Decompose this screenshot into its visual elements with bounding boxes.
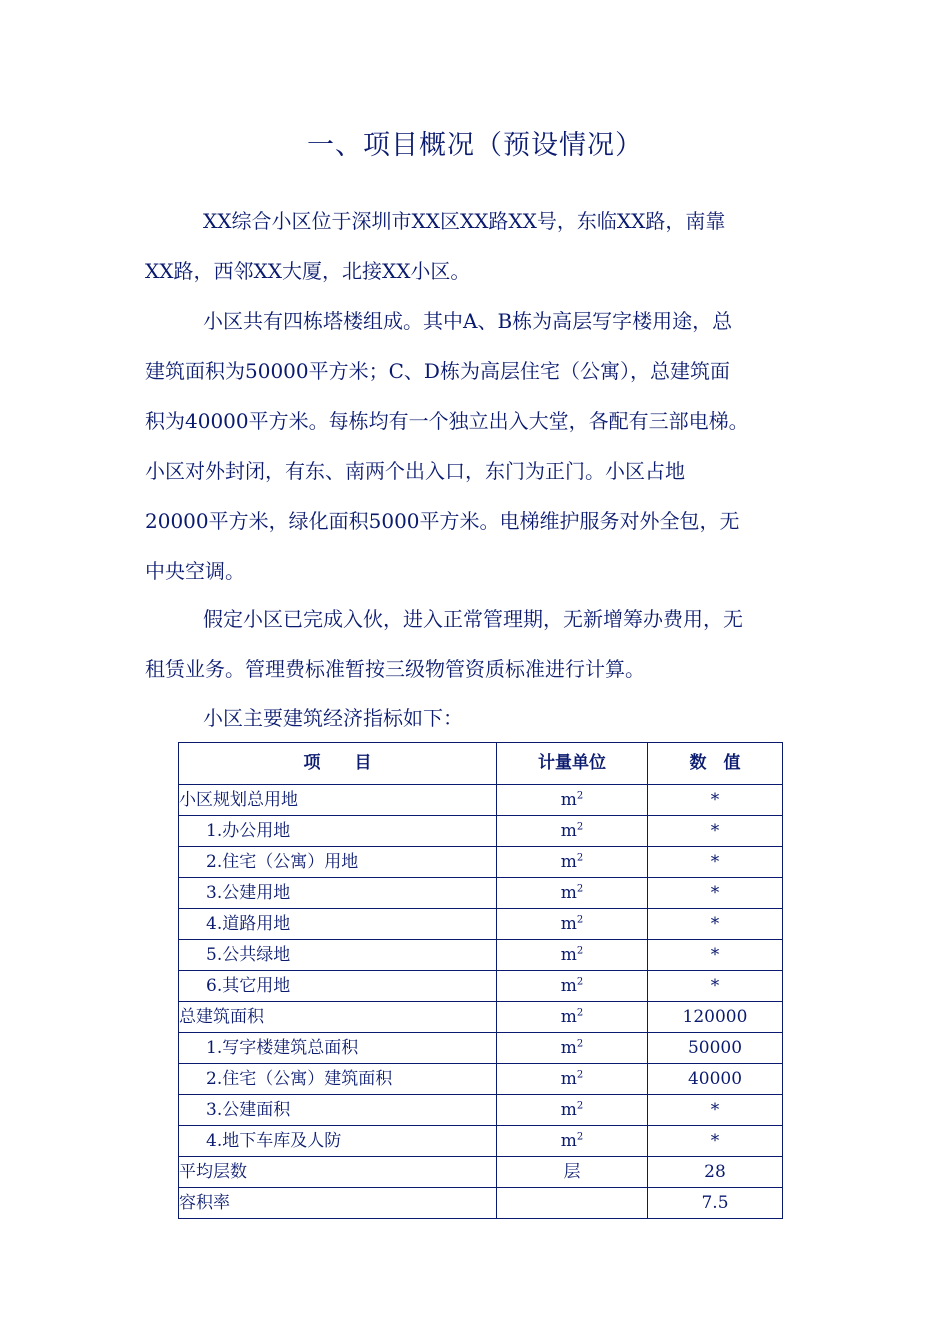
unit-superscript: 2 (576, 914, 584, 926)
unit-superscript: 2 (576, 1069, 584, 1081)
header-value: 数 值 (648, 743, 783, 785)
text-line: XX路，西邻XX大厦，北接XX小区。 (145, 259, 471, 283)
unit-superscript: 2 (576, 883, 584, 895)
unit-text: m (560, 1100, 577, 1120)
unit-text: m (560, 976, 577, 996)
unit-text: m (560, 1038, 577, 1058)
text-line: 20000平方米，绿化面积5000平方米。电梯维护服务对外全包，无 (145, 509, 740, 533)
paragraph-assumptions (145, 594, 825, 694)
row-value: * (648, 1126, 783, 1157)
table-row (179, 1002, 783, 1033)
text-line: 小区对外封闭，有东、南两个出入口，东门为正门。小区占地 (145, 459, 685, 483)
row-unit (497, 1157, 648, 1188)
table-row (179, 1126, 783, 1157)
row-value: 7.5 (648, 1188, 783, 1219)
table-row (179, 847, 783, 878)
row-item: 2.住宅（公寓）用地 (179, 847, 497, 878)
unit-text: m (560, 1131, 577, 1151)
text-line: 小区主要建筑经济指标如下： (203, 706, 463, 730)
row-item: 6.其它用地 (179, 971, 497, 1002)
unit-superscript: 2 (576, 976, 584, 988)
row-unit (497, 816, 648, 847)
unit-superscript: 2 (576, 1100, 584, 1112)
table-header-row (179, 743, 783, 785)
paragraph-location (145, 196, 825, 296)
row-item: 3.公建用地 (179, 878, 497, 909)
paragraph-buildings (145, 296, 825, 596)
unit-superscript: 2 (576, 1007, 584, 1019)
unit-text: m (560, 945, 577, 965)
row-unit (497, 878, 648, 909)
row-value: * (648, 940, 783, 971)
table-row (179, 1033, 783, 1064)
row-value: * (648, 1095, 783, 1126)
row-value: 28 (648, 1157, 783, 1188)
row-unit (497, 1126, 648, 1157)
unit-text: m (560, 1069, 577, 1089)
row-unit (497, 785, 648, 816)
text-line: 中央空调。 (145, 559, 245, 583)
unit-text: m (560, 790, 577, 810)
table-row (179, 909, 783, 940)
row-value: * (648, 878, 783, 909)
unit-superscript: 2 (576, 945, 584, 957)
table-row (179, 971, 783, 1002)
document-title: 一、项目概况（预设情况） (307, 130, 643, 161)
row-item: 2.住宅（公寓）建筑面积 (179, 1064, 497, 1095)
row-item: 总建筑面积 (179, 1002, 497, 1033)
unit-text: m (560, 883, 577, 903)
header-item: 项 目 (179, 743, 497, 785)
row-value: * (648, 785, 783, 816)
row-unit (497, 971, 648, 1002)
row-value: * (648, 971, 783, 1002)
row-unit (497, 1095, 648, 1126)
unit-text: m (560, 914, 577, 934)
unit-superscript: 2 (576, 821, 584, 833)
table-row (179, 1095, 783, 1126)
row-value: 50000 (648, 1033, 783, 1064)
row-unit (497, 847, 648, 878)
row-item: 5.公共绿地 (179, 940, 497, 971)
row-value: 120000 (648, 1002, 783, 1033)
unit-text: m (560, 821, 577, 841)
row-unit (497, 1002, 648, 1033)
unit-text: m (560, 852, 577, 872)
row-item: 4.地下车库及人防 (179, 1126, 497, 1157)
unit-text: 层 (563, 1162, 581, 1182)
row-item: 容积率 (179, 1188, 497, 1219)
text-line: 建筑面积为50000平方米；C、D栋为高层住宅（公寓），总建筑面 (145, 359, 730, 383)
table-row (179, 1064, 783, 1095)
row-value: 40000 (648, 1064, 783, 1095)
unit-superscript: 2 (576, 790, 584, 802)
row-item: 平均层数 (179, 1157, 497, 1188)
row-unit (497, 1064, 648, 1095)
unit-superscript: 2 (576, 1131, 584, 1143)
text-line: 假定小区已完成入伙，进入正常管理期，无新增筹办费用，无 (203, 607, 743, 631)
text-line: 小区共有四栋塔楼组成。其中A、B栋为高层写字楼用途，总 (203, 309, 733, 333)
unit-text: m (560, 1007, 577, 1027)
row-unit (497, 940, 648, 971)
table-row (179, 940, 783, 971)
row-item: 1.写字楼建筑总面积 (179, 1033, 497, 1064)
text-line: 积为40000平方米。每栋均有一个独立出入大堂，各配有三部电梯。 (145, 409, 749, 433)
paragraph-table-intro (145, 693, 825, 743)
text-line: XX综合小区位于深圳市XX区XX路XX号，东临XX路，南靠 (203, 209, 726, 233)
row-item: 1.办公用地 (179, 816, 497, 847)
table-row (179, 785, 783, 816)
unit-superscript: 2 (576, 852, 584, 864)
table-row (179, 1188, 783, 1219)
row-item: 小区规划总用地 (179, 785, 497, 816)
unit-superscript: 2 (576, 1038, 584, 1050)
row-value: * (648, 847, 783, 878)
row-item: 3.公建面积 (179, 1095, 497, 1126)
header-unit: 计量单位 (497, 743, 648, 785)
row-value: * (648, 816, 783, 847)
economic-indicators-table (178, 742, 783, 1219)
table-row (179, 816, 783, 847)
row-unit (497, 1033, 648, 1064)
row-item: 4.道路用地 (179, 909, 497, 940)
table-row (179, 878, 783, 909)
table-row (179, 1157, 783, 1188)
text-line: 租赁业务。管理费标准暂按三级物管资质标准进行计算。 (145, 657, 645, 681)
row-value: * (648, 909, 783, 940)
row-unit (497, 1188, 648, 1219)
row-unit (497, 909, 648, 940)
